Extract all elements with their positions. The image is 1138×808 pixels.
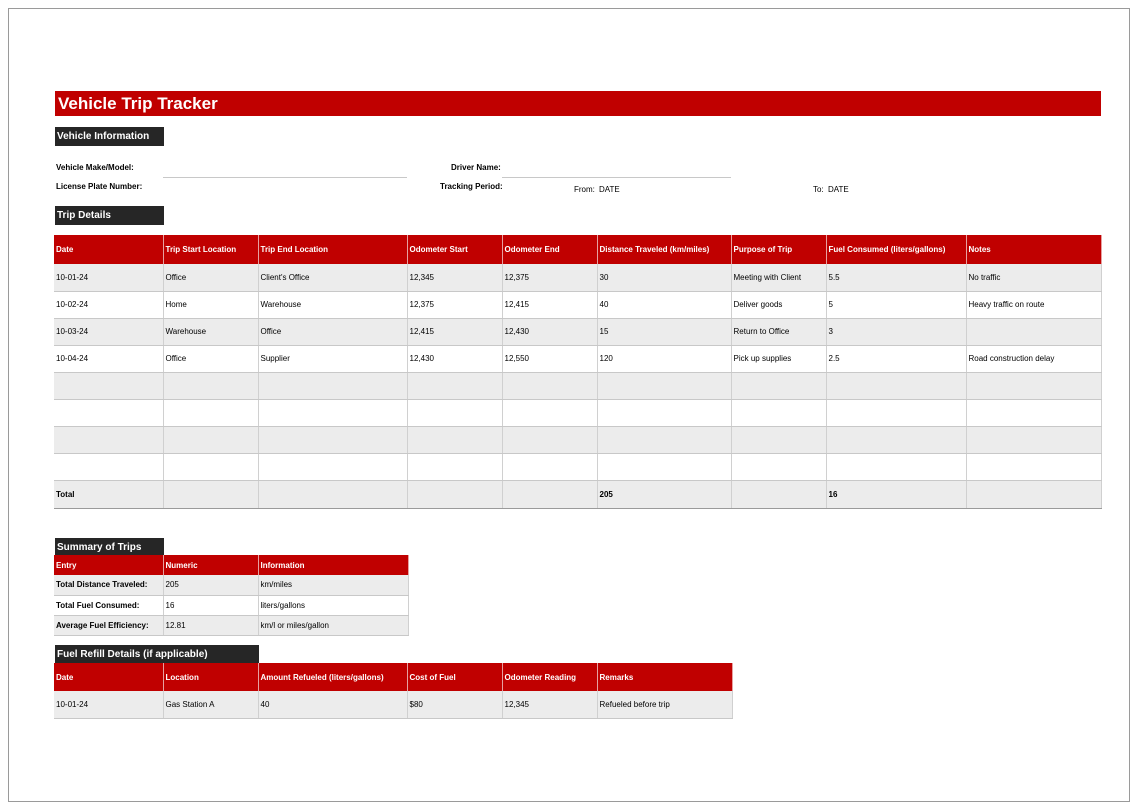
table-cell[interactable]	[966, 372, 1101, 399]
table-cell[interactable]: 12,550	[502, 345, 597, 372]
table-cell[interactable]: 205	[163, 575, 258, 595]
table-cell[interactable]: Pick up supplies	[731, 345, 826, 372]
table-cell[interactable]	[966, 318, 1101, 345]
col-fuel: Fuel Consumed (liters/gallons)	[826, 235, 966, 264]
table-cell[interactable]: 12,345	[502, 691, 597, 718]
table-cell[interactable]	[163, 399, 258, 426]
vehicle-info-header: Vehicle Information	[55, 127, 164, 146]
table-cell[interactable]	[163, 453, 258, 480]
table-cell[interactable]: Gas Station A	[163, 691, 258, 718]
table-row	[54, 318, 1101, 345]
col-entry: Entry	[54, 555, 163, 575]
col-distance: Distance Traveled (km/miles)	[597, 235, 731, 264]
table-row	[54, 264, 1101, 291]
table-cell[interactable]: 40	[258, 691, 407, 718]
table-cell[interactable]: 10-03-24	[54, 318, 163, 345]
table-cell[interactable]: 15	[597, 318, 731, 345]
col-odometer-start: Odometer Start	[407, 235, 502, 264]
table-cell[interactable]	[826, 399, 966, 426]
table-cell[interactable]: Home	[163, 291, 258, 318]
table-cell[interactable]	[258, 426, 407, 453]
total-distance: 205	[597, 480, 731, 508]
table-cell[interactable]: 40	[597, 291, 731, 318]
table-cell[interactable]	[597, 372, 731, 399]
col-information: Information	[258, 555, 408, 575]
table-cell[interactable]: 5.5	[826, 264, 966, 291]
trip-header-row	[54, 235, 1101, 264]
col-start-location: Trip Start Location	[163, 235, 258, 264]
summary-header-row	[54, 555, 408, 575]
to-label: To:	[813, 185, 824, 194]
table-cell[interactable]: Heavy traffic on route	[966, 291, 1101, 318]
table-cell	[163, 480, 258, 508]
table-cell[interactable]	[54, 372, 163, 399]
table-row	[54, 426, 1101, 453]
table-cell[interactable]	[407, 399, 502, 426]
table-cell[interactable]	[407, 453, 502, 480]
table-cell[interactable]	[407, 426, 502, 453]
table-cell: Total Distance Traveled:	[54, 575, 163, 595]
from-label: From:	[574, 185, 595, 194]
table-cell[interactable]	[54, 399, 163, 426]
total-label: Total	[54, 480, 163, 508]
table-cell[interactable]	[966, 453, 1101, 480]
table-cell[interactable]	[826, 426, 966, 453]
table-cell: Average Fuel Efficiency:	[54, 615, 163, 635]
table-cell[interactable]	[597, 453, 731, 480]
table-cell[interactable]: 12,345	[407, 264, 502, 291]
fuel-refill-header: Fuel Refill Details (if applicable)	[55, 645, 259, 664]
table-cell[interactable]	[966, 399, 1101, 426]
table-cell[interactable]: No traffic	[966, 264, 1101, 291]
fuel-refill-table	[54, 663, 733, 719]
table-row	[54, 595, 408, 615]
table-cell[interactable]: Warehouse	[258, 291, 407, 318]
trip-details-table	[54, 235, 1102, 509]
table-cell[interactable]	[597, 399, 731, 426]
make-model-label: Vehicle Make/Model:	[56, 163, 134, 172]
table-row	[54, 399, 1101, 426]
col-date: Date	[54, 663, 163, 691]
table-cell[interactable]	[54, 426, 163, 453]
table-cell[interactable]: km/miles	[258, 575, 408, 595]
table-cell[interactable]	[502, 372, 597, 399]
table-cell[interactable]: Office	[163, 264, 258, 291]
table-row	[54, 453, 1101, 480]
summary-header: Summary of Trips	[55, 538, 164, 557]
table-cell[interactable]: 30	[597, 264, 731, 291]
table-cell: Total Fuel Consumed:	[54, 595, 163, 615]
table-cell[interactable]: Meeting with Client	[731, 264, 826, 291]
table-cell	[502, 480, 597, 508]
summary-table	[54, 555, 409, 636]
col-remarks: Remarks	[597, 663, 732, 691]
table-cell[interactable]: 12,375	[407, 291, 502, 318]
table-cell[interactable]	[966, 426, 1101, 453]
table-cell[interactable]: 12.81	[163, 615, 258, 635]
make-model-field[interactable]	[163, 176, 407, 178]
page-title: Vehicle Trip Tracker	[55, 91, 1101, 116]
total-row	[54, 480, 1101, 508]
table-cell[interactable]: 3	[826, 318, 966, 345]
driver-label: Driver Name:	[451, 163, 501, 172]
table-cell[interactable]	[258, 399, 407, 426]
fuel-header-row	[54, 663, 732, 691]
table-cell[interactable]	[258, 453, 407, 480]
to-date-field[interactable]: DATE	[828, 185, 849, 194]
table-cell[interactable]	[163, 426, 258, 453]
table-cell	[407, 480, 502, 508]
table-cell[interactable]: liters/gallons	[258, 595, 408, 615]
table-cell[interactable]	[54, 453, 163, 480]
col-odometer: Odometer Reading	[502, 663, 597, 691]
total-fuel: 16	[826, 480, 966, 508]
table-row	[54, 615, 408, 635]
table-cell[interactable]: 10-02-24	[54, 291, 163, 318]
table-cell[interactable]: Road construction delay	[966, 345, 1101, 372]
table-row	[54, 691, 732, 718]
table-cell[interactable]	[731, 453, 826, 480]
col-numeric: Numeric	[163, 555, 258, 575]
table-cell[interactable]	[502, 399, 597, 426]
table-cell[interactable]	[163, 372, 258, 399]
table-cell[interactable]: 10-04-24	[54, 345, 163, 372]
table-cell	[258, 480, 407, 508]
table-cell[interactable]: 12,430	[407, 345, 502, 372]
table-cell[interactable]: 12,415	[407, 318, 502, 345]
table-cell[interactable]: 12,430	[502, 318, 597, 345]
table-cell	[731, 480, 826, 508]
table-cell[interactable]	[826, 372, 966, 399]
col-date: Date	[54, 235, 163, 264]
table-cell[interactable]	[597, 426, 731, 453]
driver-field[interactable]	[502, 176, 731, 178]
table-row	[54, 345, 1101, 372]
table-cell[interactable]: Return to Office	[731, 318, 826, 345]
table-cell[interactable]: $80	[407, 691, 502, 718]
col-cost: Cost of Fuel	[407, 663, 502, 691]
table-cell[interactable]	[407, 372, 502, 399]
table-row	[54, 372, 1101, 399]
table-cell[interactable]: Supplier	[258, 345, 407, 372]
table-cell[interactable]	[258, 372, 407, 399]
table-cell[interactable]	[826, 453, 966, 480]
table-cell[interactable]: 5	[826, 291, 966, 318]
table-cell[interactable]: Warehouse	[163, 318, 258, 345]
table-cell[interactable]	[731, 399, 826, 426]
table-cell[interactable]	[731, 372, 826, 399]
table-cell[interactable]: Client's Office	[258, 264, 407, 291]
period-label: Tracking Period:	[440, 182, 503, 191]
table-cell[interactable]: 12,415	[502, 291, 597, 318]
col-end-location: Trip End Location	[258, 235, 407, 264]
table-row	[54, 575, 408, 595]
table-cell[interactable]: 2.5	[826, 345, 966, 372]
col-odometer-end: Odometer End	[502, 235, 597, 264]
table-cell[interactable]: 10-01-24	[54, 264, 163, 291]
table-cell[interactable]: 12,375	[502, 264, 597, 291]
table-row	[54, 291, 1101, 318]
table-cell[interactable]: km/l or miles/gallon	[258, 615, 408, 635]
col-purpose: Purpose of Trip	[731, 235, 826, 264]
table-cell[interactable]: 10-01-24	[54, 691, 163, 718]
table-cell[interactable]	[502, 426, 597, 453]
trip-details-header: Trip Details	[55, 206, 164, 225]
table-cell[interactable]: Deliver goods	[731, 291, 826, 318]
col-amount: Amount Refueled (liters/gallons)	[258, 663, 407, 691]
col-notes: Notes	[966, 235, 1101, 264]
table-cell[interactable]: Refueled before trip	[597, 691, 732, 718]
table-cell[interactable]: 16	[163, 595, 258, 615]
table-cell[interactable]: Office	[258, 318, 407, 345]
table-cell[interactable]: Office	[163, 345, 258, 372]
plate-label: License Plate Number:	[56, 182, 143, 191]
table-cell[interactable]: 120	[597, 345, 731, 372]
table-cell	[966, 480, 1101, 508]
table-cell[interactable]	[502, 453, 597, 480]
from-date-field[interactable]: DATE	[599, 185, 620, 194]
table-cell[interactable]	[731, 426, 826, 453]
col-location: Location	[163, 663, 258, 691]
